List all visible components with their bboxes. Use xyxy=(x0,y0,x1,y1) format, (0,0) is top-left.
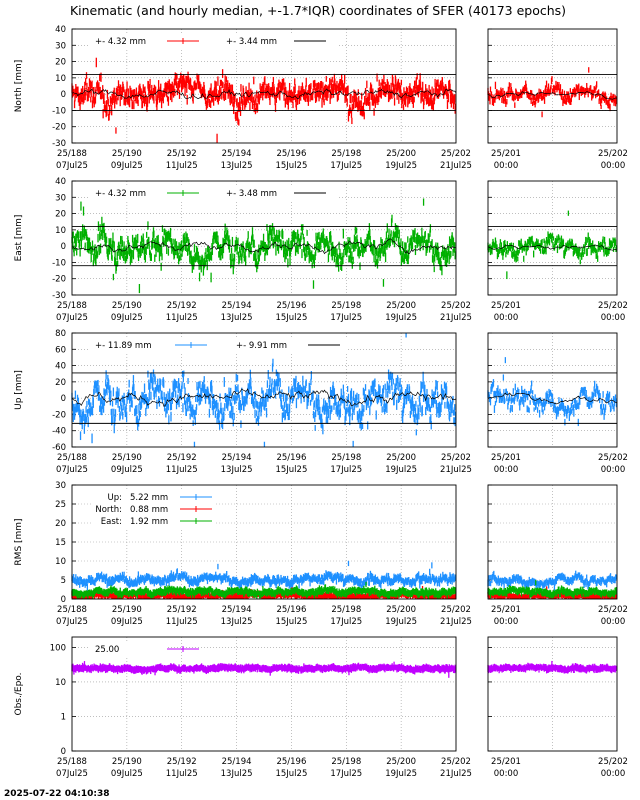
data-points xyxy=(72,58,456,143)
x-tick-label: 25/192 xyxy=(166,453,197,463)
x-tick-label: 25/202 xyxy=(598,301,628,311)
panel-up xyxy=(14,329,628,475)
x-tick-label: 25/188 xyxy=(57,301,87,311)
x-tick-date-label: 21Jul25 xyxy=(440,313,472,323)
y-tick-label: 30 xyxy=(55,481,66,491)
x-tick-date-label: 11Jul25 xyxy=(165,465,198,475)
x-tick-date-label: 13Jul25 xyxy=(220,313,253,323)
x-tick-label: 25/190 xyxy=(111,453,142,463)
x-tick-label: 25/194 xyxy=(221,301,252,311)
x-tick-date-label: 17Jul25 xyxy=(330,161,363,171)
legend-label: +- 4.32 mm xyxy=(95,189,147,199)
legend-label: +- 11.89 mm xyxy=(95,341,152,351)
y-axis-label: North [mm] xyxy=(14,59,24,113)
x-tick-date-label: 15Jul25 xyxy=(275,465,308,475)
y-tick-label: 40 xyxy=(55,361,66,372)
y-tick-label: 10 xyxy=(55,73,66,84)
panel-north xyxy=(14,25,628,171)
x-tick-label: 25/188 xyxy=(57,453,87,463)
x-tick-date-label: 11Jul25 xyxy=(165,161,198,171)
legend xyxy=(88,185,338,200)
y-tick-label: 25 xyxy=(55,500,66,510)
x-tick-date-label: 19Jul25 xyxy=(385,313,418,323)
x-tick-date-label: 17Jul25 xyxy=(330,465,363,475)
x-tick-date-label: 11Jul25 xyxy=(165,313,198,323)
y-tick-label: 20 xyxy=(55,519,66,529)
y-axis-label: RMS [mm] xyxy=(14,518,24,566)
x-tick-label: 25/202 xyxy=(441,149,471,159)
y-tick-label: 30 xyxy=(55,41,66,52)
x-tick-date-label: 09Jul25 xyxy=(110,313,143,323)
y-tick-label: -60 xyxy=(52,443,66,453)
x-tick-label: 25/194 xyxy=(221,453,252,463)
y-axis-label: Up [mm] xyxy=(14,370,24,410)
x-tick-label: 25/188 xyxy=(57,149,87,159)
legend xyxy=(88,337,348,352)
x-tick-date-label: 00:00 xyxy=(493,465,519,475)
x-tick-date-label: 19Jul25 xyxy=(385,465,418,475)
x-tick-label: 25/202 xyxy=(441,301,471,311)
y-tick-label: 0 xyxy=(60,394,66,405)
x-tick-label: 25/190 xyxy=(111,301,142,311)
y-tick-label: 80 xyxy=(55,329,66,339)
x-tick-label: 25/192 xyxy=(166,301,197,311)
x-tick-label: 25/196 xyxy=(276,149,307,159)
y-tick-label: -30 xyxy=(52,139,66,149)
legend-label: +- 3.44 mm xyxy=(226,37,278,47)
y-tick-label: 20 xyxy=(55,57,66,68)
detail-plot xyxy=(488,29,617,143)
x-tick-label: 25/190 xyxy=(111,149,142,159)
x-tick-label: 25/198 xyxy=(331,149,362,159)
y-tick-label: -10 xyxy=(52,106,66,117)
x-tick-label: 25/198 xyxy=(331,301,362,311)
x-tick-label: 25/196 xyxy=(276,453,307,463)
x-tick-date-label: 09Jul25 xyxy=(110,161,143,171)
y-tick-label: 40 xyxy=(55,25,66,35)
y-tick-label: 0 xyxy=(60,242,66,253)
y-tick-label: 10 xyxy=(55,225,66,236)
x-tick-date-label: 07Jul25 xyxy=(56,313,88,323)
y-tick-label: -20 xyxy=(52,122,66,133)
legend-label: +- 3.48 mm xyxy=(226,189,278,199)
y-tick-label: -20 xyxy=(52,274,66,285)
x-tick-date-label: 00:00 xyxy=(493,313,519,323)
x-tick-date-label: 00:00 xyxy=(493,161,519,171)
y-tick-label: 5 xyxy=(60,576,66,586)
x-tick-date-label: 13Jul25 xyxy=(220,161,253,171)
y-axis-label: East [mm] xyxy=(14,214,24,262)
y-tick-label: -40 xyxy=(52,426,66,437)
x-tick-date-label: 17Jul25 xyxy=(330,313,363,323)
x-tick-label: 25/201 xyxy=(491,149,521,159)
y-tick-label: 30 xyxy=(55,193,66,204)
y-tick-label: 20 xyxy=(55,377,66,388)
x-tick-label: 25/201 xyxy=(491,301,521,311)
x-tick-date-label: 09Jul25 xyxy=(110,465,143,475)
x-tick-date-label: 21Jul25 xyxy=(440,161,472,171)
x-tick-label: 25/198 xyxy=(331,453,362,463)
y-tick-label: 10 xyxy=(55,557,66,567)
x-tick-label: 25/202 xyxy=(441,453,471,463)
panel-rms xyxy=(14,481,628,627)
x-tick-date-label: 00:00 xyxy=(600,465,626,475)
panels xyxy=(14,25,628,779)
x-tick-date-label: 13Jul25 xyxy=(220,465,253,475)
y-tick-label: 0 xyxy=(60,90,66,101)
x-tick-label: 25/202 xyxy=(598,453,628,463)
y-tick-label: 20 xyxy=(55,209,66,220)
x-tick-date-label: 21Jul25 xyxy=(440,465,472,475)
y-tick-label: -30 xyxy=(52,291,66,301)
legend-label: +- 9.91 mm xyxy=(236,341,288,351)
data-points xyxy=(488,357,617,426)
x-tick-label: 25/192 xyxy=(166,149,197,159)
x-tick-date-label: 00:00 xyxy=(600,313,626,323)
x-tick-date-label: 07Jul25 xyxy=(56,161,88,171)
x-tick-date-label: 00:00 xyxy=(600,161,626,171)
x-tick-label: 25/200 xyxy=(386,301,417,311)
legend xyxy=(88,33,338,48)
x-tick-date-label: 07Jul25 xyxy=(56,465,88,475)
chart-title: Kinematic (and hourly median, +-1.7*IQR) coordinates of SFER (40173 epochs) xyxy=(69,3,567,18)
y-tick-label: 40 xyxy=(55,177,66,187)
y-tick-label: 15 xyxy=(55,538,66,548)
x-tick-label: 25/201 xyxy=(491,453,521,463)
x-tick-date-label: 15Jul25 xyxy=(275,161,308,171)
y-tick-label: -20 xyxy=(52,410,66,421)
legend-label: +- 4.32 mm xyxy=(95,37,147,47)
x-tick-date-label: 19Jul25 xyxy=(385,161,418,171)
y-tick-label: 0 xyxy=(60,595,66,605)
x-tick-label: 25/200 xyxy=(386,149,417,159)
y-tick-label: -10 xyxy=(52,258,66,269)
panel-east xyxy=(14,177,628,323)
x-tick-label: 25/200 xyxy=(386,453,417,463)
x-tick-label: 25/196 xyxy=(276,301,307,311)
x-tick-date-label: 15Jul25 xyxy=(275,313,308,323)
x-tick-label: 25/202 xyxy=(598,149,628,159)
y-tick-label: 60 xyxy=(55,345,66,356)
x-tick-label: 25/194 xyxy=(221,149,252,159)
